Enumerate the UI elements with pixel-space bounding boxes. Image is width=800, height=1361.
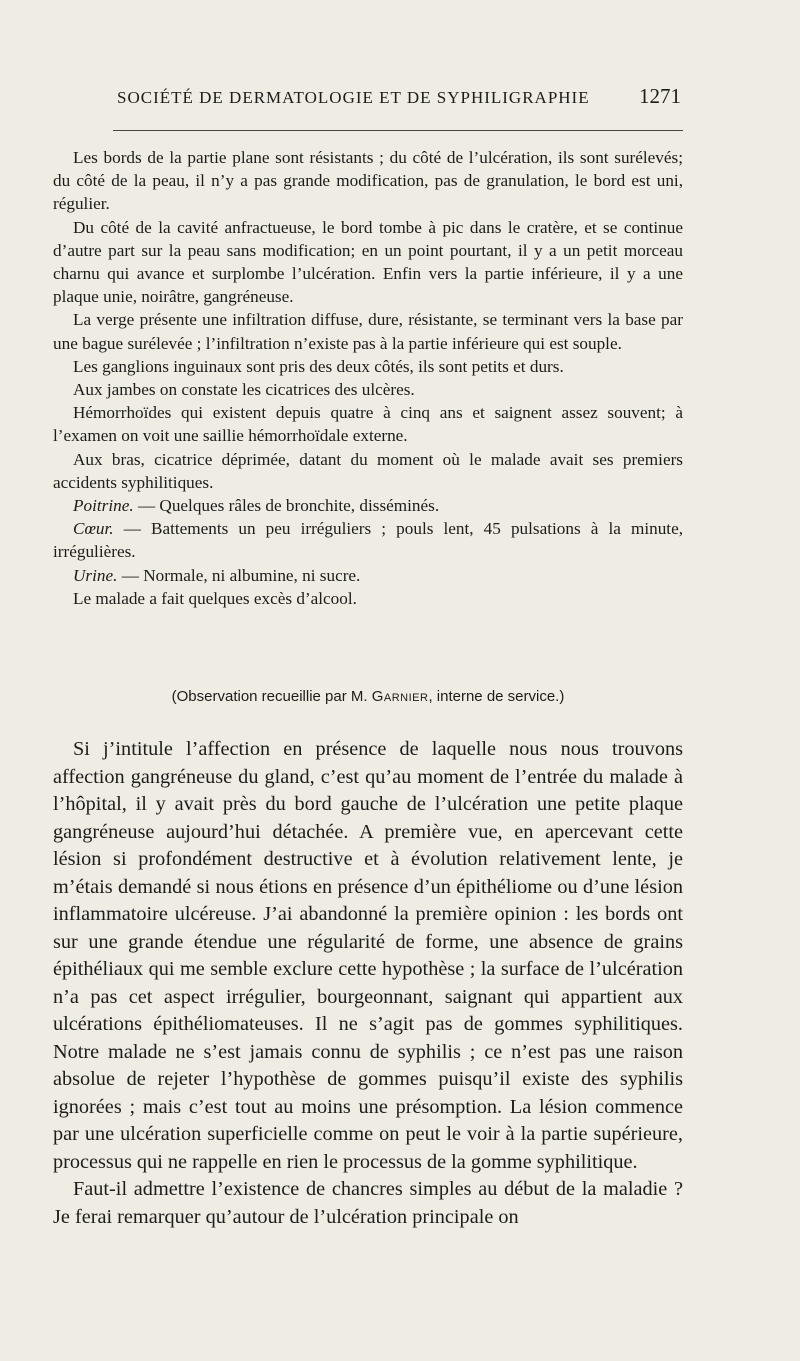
discussion [53, 736, 683, 1231]
paragraph [53, 494, 683, 517]
running-title: SOCIÉTÉ DE DERMATOLOGIE ET DE SYPHILIGRAPHIE [117, 88, 590, 107]
paragraph [53, 517, 683, 563]
observation-credit [53, 688, 683, 705]
paragraph: Aux jambes on constate les cicatrices des ulcères. [73, 380, 415, 400]
running-header [117, 84, 681, 108]
paragraph: Faut-il admettre l’existence de chancres simples au début de la maladie ? Je ferai remarquer qu’autour de l’ulcération principale on [53, 1178, 683, 1228]
paragraph-text: — Battements un peu irréguliers ; pouls lent, 45 pulsations à la minute, irrégulières. [53, 519, 683, 562]
paragraph-label: Poitrine. [73, 496, 134, 516]
page-number: 1271 [639, 84, 681, 108]
credit-text: , interne de service.) [428, 688, 565, 705]
paragraph: Les ganglions inguinaux sont pris des deux côtés, ils sont petits et durs. [73, 356, 564, 376]
paragraph-text: — Quelques râles de bronchite, disséminés. [133, 496, 440, 516]
paragraph: Les bords de la partie plane sont résistants ; du côté de l’ulcération, ils sont surélevés; du côté de la peau, il n’y a pas grande modification, pas de granulation, le bord est uni, régulier. [53, 148, 683, 214]
paragraph: Si j’intitule l’affection en présence de laquelle nous nous trouvons affection gangréneuse du gland, c’est qu’au moment de l’entrée du malade à l’hôpital, il y avait près du bord gauche de l’ulcération une petite plaque gangréneuse aujourd’hui détachée. A première vue, en apercevant cette lésion si profondément destructive et à évolution relativement lente, je m’étais demandé si nous étions en présence d’un épithéliome ou d’une lésion inflammatoire ulcéreuse. J’ai abandonné la première opinion : les bords ont sur une grande étendue une régularité de forme, une absence de grains épithéliaux qui me semble exclure cette hypothèse ; la surface de l’ulcération n’a pas cet aspect irrégulier, bourgeonnant, saignant qui appartient aux ulcérations épithéliomateuses. Il ne s’agit pas de gommes syphilitiques. Notre malade ne s’est jamais connu de syphilis ; ce n’est pas une raison absolue de rejeter l’hypothèse de gommes puisqu’il existe des syphilis ignorées ; mais c’est tout au moins une présomption. La lésion commence par une ulcération superficielle comme on peut le voir à la partie supérieure, processus qui ne rappelle en rien le processus de la gomme syphilitique. [53, 738, 683, 1173]
header-rule [113, 130, 683, 131]
clinical-notes [53, 146, 683, 610]
paragraph: Aux bras, cicatrice déprimée, datant du moment où le malade avait ses premiers accidents syphilitiques. [53, 449, 683, 492]
credit-name: Garnier [371, 688, 429, 705]
paragraph [53, 564, 683, 587]
paragraph-label: Urine. [73, 565, 118, 585]
paragraph: Hémorrhoïdes qui existent depuis quatre à cinq ans et saignent assez souvent; à l’examen on voit une saillie hémorrhoïdale externe. [53, 403, 683, 446]
paragraph: Le malade a fait quelques excès d’alcool. [73, 588, 357, 608]
paragraph: Du côté de la cavité anfractueuse, le bord tombe à pic dans le cratère, et se continue d’autre part sur la peau sans modification; en un point pourtant, il y a un petit morceau charnu qui avance et surplombe l’ulcération. Enfin vers la partie inférieure, il y a une plaque unie, noirâtre, gangréneuse. [53, 217, 683, 307]
credit-text: (Observation recueillie par M. [171, 688, 372, 705]
paragraph-label: Cœur. [73, 519, 114, 539]
paragraph: La verge présente une infiltration diffuse, dure, résistante, se terminant vers la base par une bague surélevée ; l’infiltration n’existe pas à la partie inférieure qui est souple. [53, 310, 683, 353]
paragraph-text: — Normale, ni albumine, ni sucre. [117, 565, 361, 585]
